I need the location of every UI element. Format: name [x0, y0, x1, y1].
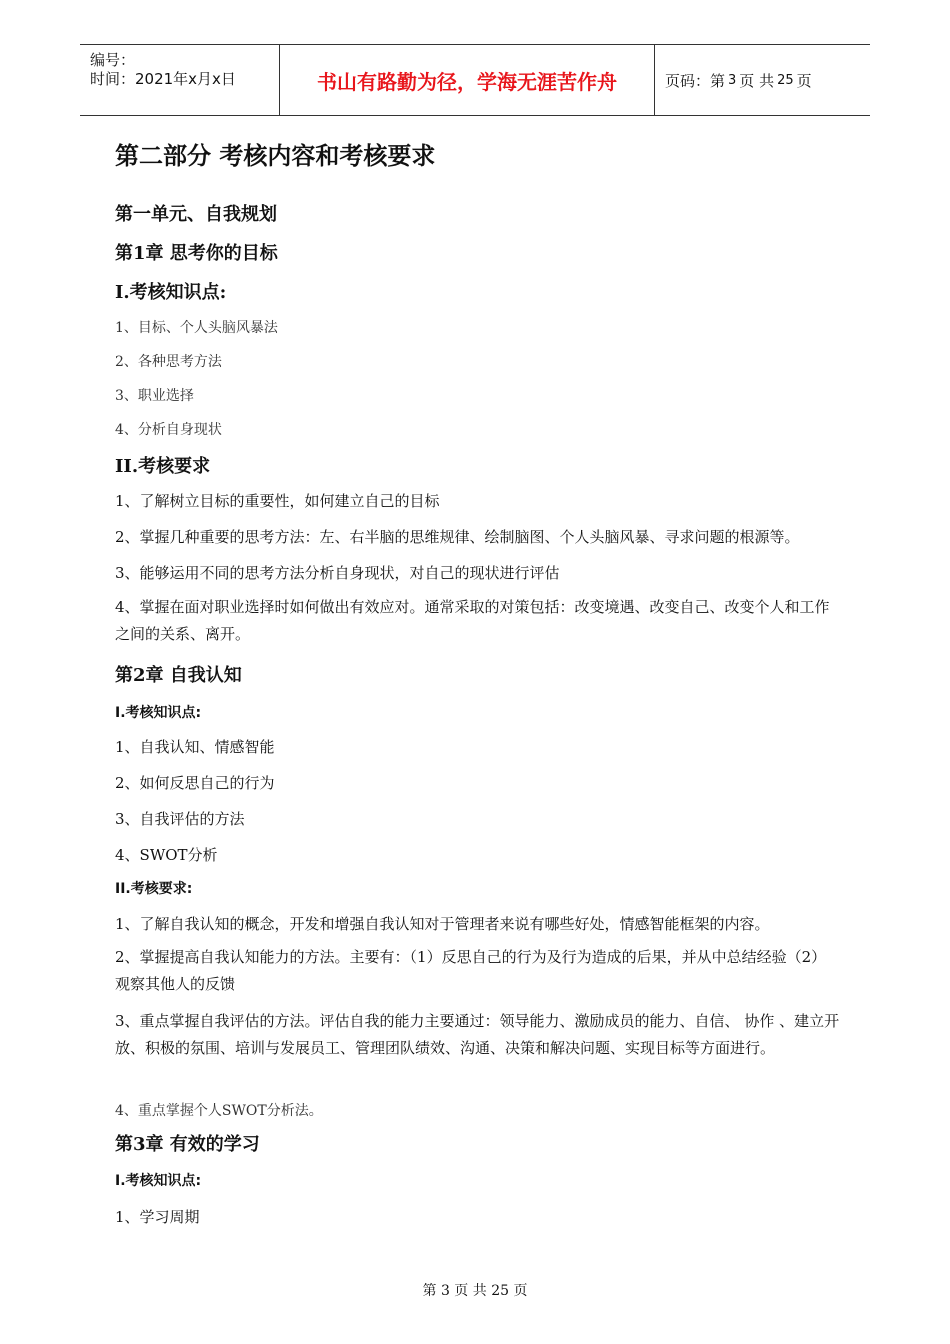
- ch1-knowledge-item: 4、分析自身现状: [115, 422, 222, 438]
- ch1-knowledge-item: 2、各种思考方法: [115, 354, 222, 370]
- header-page-info: [655, 45, 870, 115]
- chapter-2-title: 第2章 自我认知: [115, 665, 242, 686]
- ch2-requirement: 1、了解自我认知的概念，开发和增强自我认知对于管理者来说有哪些好处，情感智能框架的内容。: [115, 915, 770, 933]
- ch2-knowledge-heading: I.考核知识点:: [115, 705, 202, 721]
- ch1-knowledge-heading: I.考核知识点:: [115, 282, 227, 303]
- part-title: 第二部分 考核内容和考核要求: [115, 141, 436, 170]
- page-header: [80, 44, 870, 116]
- ch1-requirement: 2、掌握几种重要的思考方法：左、右半脑的思维规律、绘制脑图、个人头脑风暴、寻求问题的根源等。: [115, 528, 800, 546]
- header-motto: 书山有路勤为径，学海无涯苦作舟: [280, 45, 655, 115]
- ch2-requirements-heading: II.考核要求:: [115, 881, 193, 897]
- ch2-knowledge-item: 3、自我评估的方法: [115, 810, 245, 828]
- time-label: 时间：2021年x月x日: [90, 70, 236, 88]
- header-meta: [80, 45, 280, 115]
- page-suffix: 页: [796, 71, 812, 90]
- ch2-requirement: 2、掌握提高自我认知能力的方法。主要有：（1）反思自己的行为及行为造成的后果，并从中总结经验（2）观察其他人的反馈: [115, 948, 827, 993]
- ch2-requirement: 4、重点掌握个人SWOT分析法。: [115, 1103, 323, 1119]
- unit-title: 第一单元、自我规划: [115, 204, 277, 225]
- ch3-knowledge-item: 1、学习周期: [115, 1208, 200, 1226]
- ch2-knowledge-item: 1、自我认知、情感智能: [115, 738, 275, 756]
- chapter-3-title: 第3章 有效的学习: [115, 1134, 260, 1155]
- page-total: 25: [777, 72, 794, 88]
- ch2-knowledge-item: 2、如何反思自己的行为: [115, 774, 275, 792]
- ch1-requirement: 3、能够运用不同的思考方法分析自身现状，对自己的现状进行评估: [115, 564, 560, 582]
- ch1-requirement: 4、掌握在面对职业选择时如何做出有效应对。通常采取的对策包括：改变境遇、改变自己、改变个人和工作之间的关系、离开。: [115, 598, 830, 643]
- ch1-requirement: 1、了解树立目标的重要性，如何建立自己的目标: [115, 492, 440, 510]
- page-number: 3: [728, 72, 737, 88]
- ch2-knowledge-item: 4、SWOT分析: [115, 846, 218, 864]
- chapter-1-title: 第1章 思考你的目标: [115, 243, 278, 264]
- page-prefix: 页码：第: [665, 71, 726, 90]
- page-footer: 第 3 页 共 25 页: [422, 1283, 528, 1299]
- number-label: 编号：: [90, 51, 136, 69]
- ch1-knowledge-item: 1、目标、个人头脑风暴法: [115, 320, 278, 336]
- ch1-knowledge-item: 3、职业选择: [115, 388, 194, 404]
- ch2-requirement: 3、重点掌握自我评估的方法。评估自我的能力主要通过：领导能力、激励成员的能力、自信、 协作 、建立开放、积极的氛围、培训与发展员工、管理团队绩效、沟通、决策和解决问题、实现目标等方面进行。: [115, 1012, 840, 1057]
- page-mid: 页 共: [739, 71, 775, 90]
- ch1-requirements-heading: II.考核要求: [115, 456, 211, 477]
- ch3-knowledge-heading: I.考核知识点:: [115, 1173, 202, 1189]
